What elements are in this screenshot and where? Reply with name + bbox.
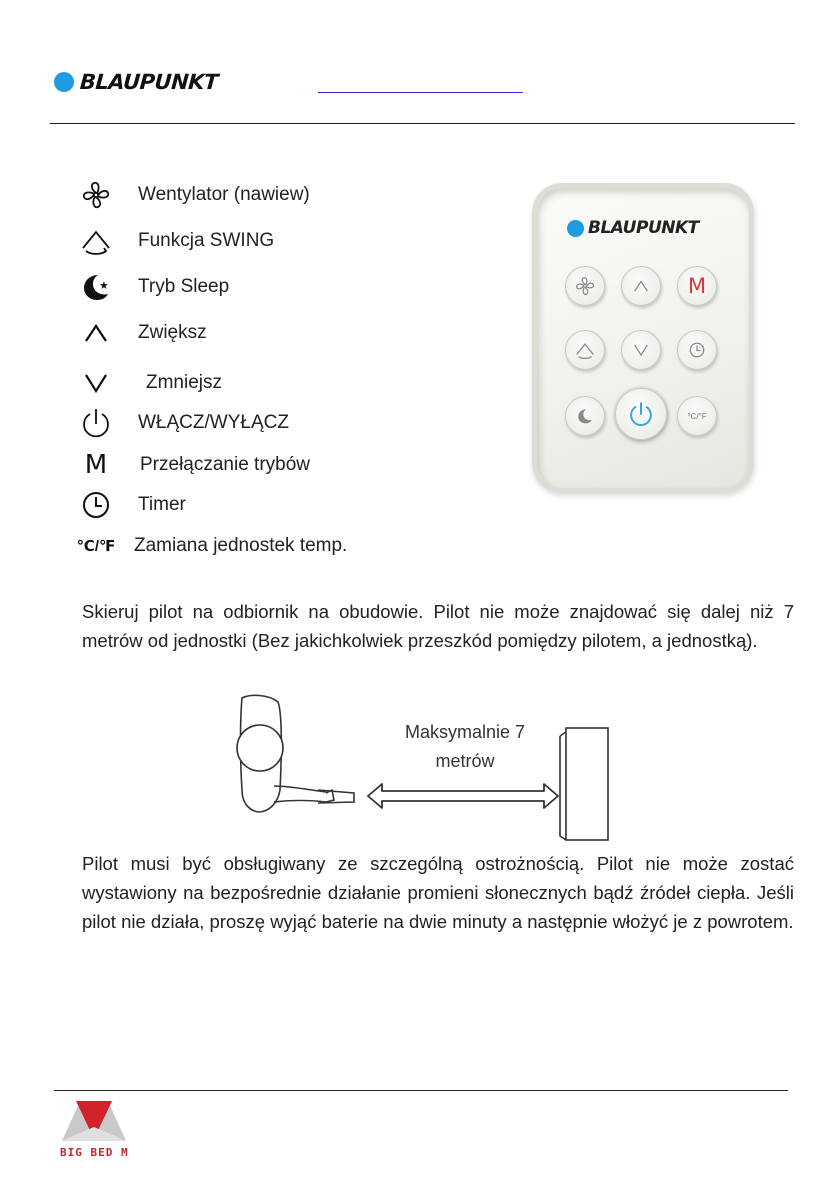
legend-item-decrease (76, 366, 222, 400)
svg-text:★: ★ (99, 279, 109, 292)
remote-power-button[interactable] (615, 388, 667, 440)
legend-item-increase (76, 316, 207, 350)
brand-name: BLAUPUNKT (79, 70, 219, 94)
remote-swing-button[interactable] (565, 330, 605, 370)
timer-icon (76, 488, 116, 522)
power-icon (627, 400, 655, 428)
legend-item-mode (76, 448, 310, 482)
legend-item-sleep (76, 270, 229, 304)
paragraph-care-instructions: Pilot musi być obsługiwany ze szczególną ostrożnością. Pilot nie może zostać wystawiony na bezpośrednie działanie promieni słonecznych bądź źródeł ciepła. Jeśli pilot nie działa, proszę wyjąć baterie na dwie minuty a następnie włożyć je z powrotem. (82, 853, 794, 932)
chevron-down-icon (632, 343, 650, 357)
brand-logo (54, 70, 218, 94)
temp-unit-icon: ℃/℉ (76, 538, 116, 555)
diagram-label-line1: Maksymalnie 7 (404, 722, 526, 742)
remote-mode-button[interactable] (677, 266, 717, 306)
remote-sleep-button[interactable] (565, 396, 605, 436)
timer-icon (688, 341, 706, 359)
remote-down-button[interactable] (621, 330, 661, 370)
legend-label-timer: Timer (138, 494, 186, 515)
legend-label-mode: Przełączanie trybów (140, 454, 311, 475)
legend-label-swing: Funkcja SWING (138, 230, 275, 251)
chevron-down-icon (76, 366, 116, 400)
swing-icon (574, 340, 596, 360)
fan-icon (76, 178, 116, 212)
legend-label-decrease: Zmniejsz (146, 372, 223, 393)
remote-brand-logo (567, 218, 699, 238)
temp-unit-icon: °C/°F (687, 411, 707, 421)
remote-timer-button[interactable] (677, 330, 717, 370)
remote-brand-dot-icon (567, 220, 584, 237)
fan-icon (574, 275, 596, 297)
air-conditioner-unit-icon (560, 728, 608, 840)
header-link-underline[interactable] (318, 92, 523, 93)
brand-dot-icon (54, 72, 74, 92)
sleep-moon-icon (76, 270, 116, 304)
diagram-distance-label (385, 718, 545, 776)
legend-item-power (76, 406, 289, 440)
legend-label-sleep: Tryb Sleep (138, 276, 230, 297)
hand-icon (237, 695, 354, 812)
remote-fan-button[interactable] (565, 266, 605, 306)
remote-up-button[interactable] (621, 266, 661, 306)
remote-unit-button[interactable] (677, 396, 717, 436)
mode-m-icon: M (687, 274, 707, 298)
footer-logo-icon (60, 1101, 128, 1147)
remote-brand-name: BLAUPUNKT (588, 218, 699, 238)
legend-label-increase: Zwiększ (138, 322, 207, 343)
paragraph-range-instructions: Skieruj pilot na odbiornik na obudowie. Pilot nie może znajdować się dalej niż 7 metrów od jednostki (Bez jakichkolwiek przeszkód pomiędzy pilotem, a jednostką). (82, 601, 794, 651)
legend-item-fan (76, 178, 310, 212)
legend-item-unit (76, 529, 347, 563)
footer-logo-text: BIG BED M (60, 1146, 129, 1159)
legend-item-timer (76, 488, 186, 522)
mode-m-icon: M (84, 450, 108, 480)
legend-label-unit: Zamiana jednostek temp. (134, 535, 348, 556)
legend-item-swing (76, 224, 274, 258)
power-icon (76, 406, 116, 440)
sleep-moon-icon (576, 407, 594, 425)
legend-label-fan: Wentylator (nawiew) (138, 184, 310, 205)
distance-arrow-icon (368, 784, 558, 808)
header-divider (50, 123, 795, 124)
footer-divider (54, 1090, 788, 1091)
chevron-up-icon (632, 279, 650, 293)
remote-control (532, 183, 754, 493)
legend-label-power: WŁĄCZ/WYŁĄCZ (138, 412, 289, 433)
chevron-up-icon (76, 316, 116, 350)
swing-icon (76, 224, 116, 258)
diagram-label-line2: metrów (435, 751, 495, 771)
